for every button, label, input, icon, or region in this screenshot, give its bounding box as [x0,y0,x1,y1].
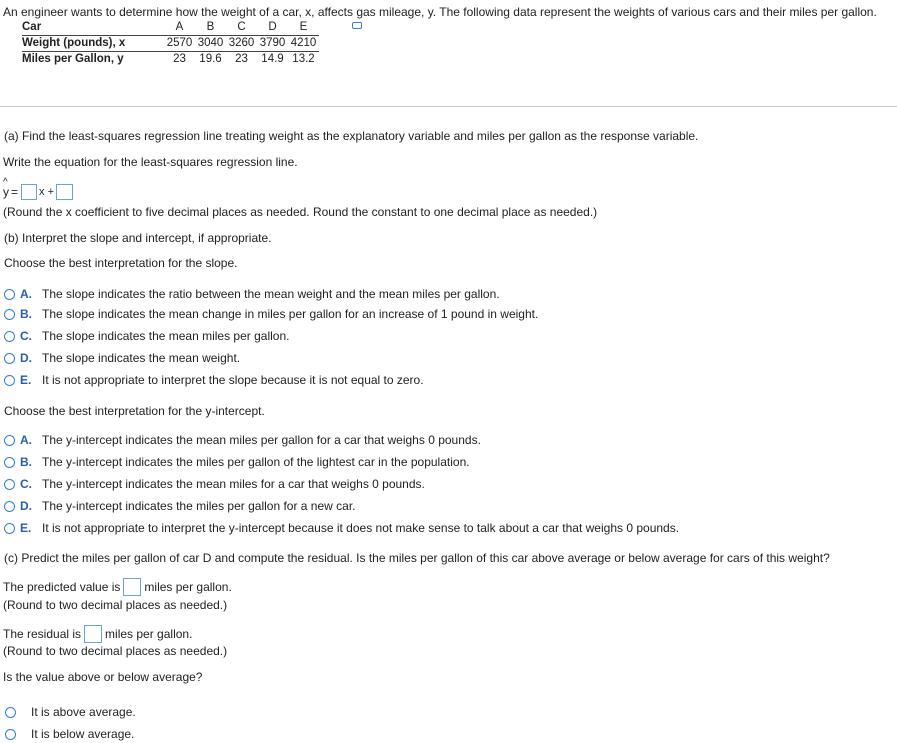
part-a-instruction: Write the equation for the least-squares regression line. [3,155,298,169]
copy-data-icon[interactable] [352,22,362,29]
radio-icon[interactable] [4,479,15,490]
data-table [22,20,319,67]
table-row [22,52,319,68]
problem-intro: An engineer wants to determine how the weight of a car, x, affects gas mileage, y. The following data represent the weights of various cars and their miles per gallon. [3,5,877,19]
above-average-option[interactable]: It is above average. [5,704,136,720]
residual-row: The residual is miles per gallon. [3,627,193,641]
table-cell: 3040 [195,36,226,52]
intercept-option-a[interactable]: A. The y-intercept indicates the mean miles per gallon for a car that weighs 0 pounds. [4,432,481,448]
table-header-row [22,20,319,36]
car-d-header: D [257,20,288,36]
table-cell: 19.6 [199,53,222,65]
table-cell: 2570 [164,36,195,52]
below-average-option[interactable]: It is below average. [5,726,134,742]
car-e-header: E [288,20,319,36]
predicted-round-note: (Round to two decimal places as needed.) [3,598,228,612]
average-prompt: Is the value above or below average? [3,670,203,684]
slope-option-e[interactable]: E. It is not appropriate to interpret the slope because it is not equal to zero. [4,372,424,388]
slope-option-b[interactable]: B. The slope indicates the mean change in miles per gallon for an increase of 1 pound in weight. [4,306,538,322]
intercept-option-b[interactable]: B. The y-intercept indicates the miles per gallon of the lightest car in the population. [4,454,470,470]
intercept-option-d[interactable]: D. The y-intercept indicates the miles per gallon for a new car. [4,498,356,514]
radio-icon[interactable] [4,435,15,446]
radio-icon[interactable] [4,501,15,512]
intercept-prompt: Choose the best interpretation for the y-intercept. [4,404,265,418]
section-divider [0,106,897,107]
y-hat-symbol: ^ y [3,177,9,199]
predicted-value-row: The predicted value is miles per gallon. [3,580,232,594]
mpg-row-label: Miles per Gallon, y [22,53,124,65]
table-cell: 4210 [288,36,319,52]
slope-input[interactable] [21,184,37,200]
constant-input[interactable] [56,184,73,200]
table-header-label: Car [22,20,164,36]
residual-input[interactable] [84,625,102,643]
car-c-header: C [226,20,257,36]
table-cell: 3260 [226,36,257,52]
radio-icon[interactable] [4,309,15,320]
radio-icon[interactable] [4,353,15,364]
radio-icon[interactable] [4,523,15,534]
slope-option-d[interactable]: D. The slope indicates the mean weight. [4,350,240,366]
car-b-header: B [195,20,226,36]
part-a-round-note: (Round the x coefficient to five decimal places as needed. Round the constant to one decimal place as needed.) [3,205,598,219]
regression-equation [3,177,73,200]
slope-prompt: Choose the best interpretation for the slope. [4,256,238,270]
equals-sign: = [11,185,19,199]
table-cell: 13.2 [292,53,315,65]
slope-option-a[interactable]: A. The slope indicates the ratio between the mean weight and the mean miles per gallon. [4,286,500,302]
radio-icon[interactable] [5,707,16,718]
table-cell: 23 [173,53,186,65]
part-b-question: (b) Interpret the slope and intercept, if appropriate. [4,231,272,245]
radio-icon[interactable] [4,457,15,468]
radio-icon[interactable] [5,729,16,740]
weight-row-label: Weight (pounds), x [22,36,164,52]
table-cell: 3790 [257,36,288,52]
car-a-header: A [164,20,195,36]
table-row [22,36,319,52]
slope-option-c[interactable]: C. The slope indicates the mean miles per gallon. [4,328,289,344]
residual-round-note: (Round to two decimal places as needed.) [3,644,228,658]
intercept-option-c[interactable]: C. The y-intercept indicates the mean miles for a car that weighs 0 pounds. [4,476,425,492]
table-cell: 23 [235,53,248,65]
hat-icon: ^ [3,177,8,188]
predicted-value-input[interactable] [123,578,141,596]
part-a-question: (a) Find the least-squares regression line treating weight as the explanatory variable and miles per gallon as the response variable. [4,129,699,143]
intercept-option-e[interactable]: E. It is not appropriate to interpret the y-intercept because it does not make sense to talk about a car that weighs 0 pounds. [4,520,679,536]
radio-icon[interactable] [4,289,15,300]
radio-icon[interactable] [4,375,15,386]
x-plus-text: x + [39,186,54,198]
part-c-question: (c) Predict the miles per gallon of car D and compute the residual. Is the miles per gallon of this car above average or below average for cars of this weight? [4,551,830,565]
table-cell: 14.9 [261,53,284,65]
radio-icon[interactable] [4,331,15,342]
